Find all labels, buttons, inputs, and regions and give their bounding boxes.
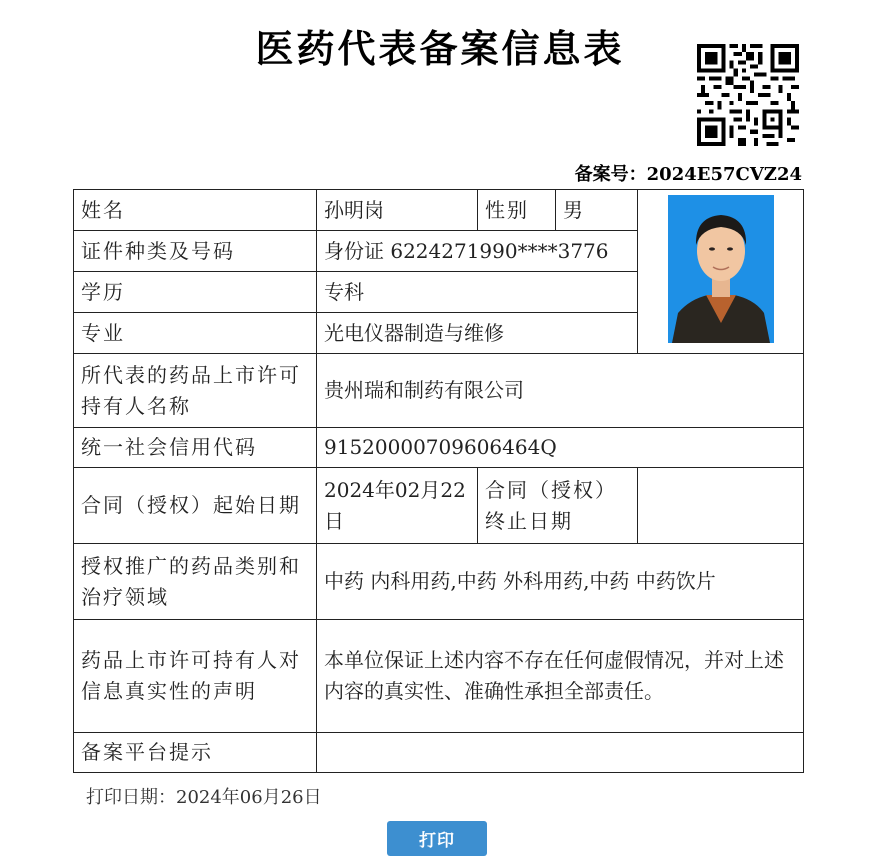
table-row bbox=[74, 544, 804, 620]
table-row bbox=[74, 354, 804, 428]
holder-value: 贵州瑞和制药有限公司 bbox=[317, 354, 804, 428]
id-value: 身份证 6224271990****3776 bbox=[317, 231, 638, 272]
name-label: 姓名 bbox=[74, 190, 317, 231]
id-label: 证件种类及号码 bbox=[74, 231, 317, 272]
start-date-label: 合同（授权）起始日期 bbox=[74, 468, 317, 544]
start-date-value: 2024年02月22日 bbox=[317, 468, 478, 544]
table-row bbox=[74, 468, 804, 544]
gender-value: 男 bbox=[556, 190, 638, 231]
statement-label: 药品上市许可持有人对信息真实性的声明 bbox=[74, 620, 317, 733]
major-label: 专业 bbox=[74, 313, 317, 354]
education-label: 学历 bbox=[74, 272, 317, 313]
record-number-value: 2024E57CVZ24 bbox=[646, 164, 802, 185]
id-photo bbox=[668, 195, 774, 343]
education-value: 专科 bbox=[317, 272, 638, 313]
print-date-value: 2024年06月26日 bbox=[176, 787, 322, 808]
info-table bbox=[73, 189, 804, 773]
name-value: 孙明岗 bbox=[317, 190, 478, 231]
credit-code-label: 统一社会信用代码 bbox=[74, 428, 317, 468]
print-date-label: 打印日期： bbox=[86, 787, 176, 808]
platform-notice-value bbox=[317, 733, 804, 773]
credit-code-value: 91520000709606464Q bbox=[317, 428, 804, 468]
table-row bbox=[74, 428, 804, 468]
major-value: 光电仪器制造与维修 bbox=[317, 313, 638, 354]
end-date-label: 合同（授权）终止日期 bbox=[478, 468, 638, 544]
category-value: 中药 内科用药,中药 外科用药,中药 中药饮片 bbox=[317, 544, 804, 620]
print-date bbox=[86, 783, 322, 809]
table-row bbox=[74, 190, 804, 231]
qr-code bbox=[697, 44, 799, 146]
table-row bbox=[74, 620, 804, 733]
print-button[interactable]: 打印 bbox=[387, 821, 487, 856]
end-date-value bbox=[638, 468, 804, 544]
record-number bbox=[575, 160, 802, 186]
statement-value: 本单位保证上述内容不存在任何虚假情况，并对上述内容的真实性、准确性承担全部责任。 bbox=[317, 620, 804, 733]
photo-cell bbox=[638, 190, 804, 354]
holder-label: 所代表的药品上市许可持有人名称 bbox=[74, 354, 317, 428]
platform-notice-label: 备案平台提示 bbox=[74, 733, 317, 773]
page-title: 医药代表备案信息表 bbox=[255, 26, 625, 71]
category-label: 授权推广的药品类别和治疗领域 bbox=[74, 544, 317, 620]
gender-label: 性别 bbox=[478, 190, 556, 231]
record-number-label: 备案号： bbox=[574, 164, 647, 185]
table-row bbox=[74, 733, 804, 773]
